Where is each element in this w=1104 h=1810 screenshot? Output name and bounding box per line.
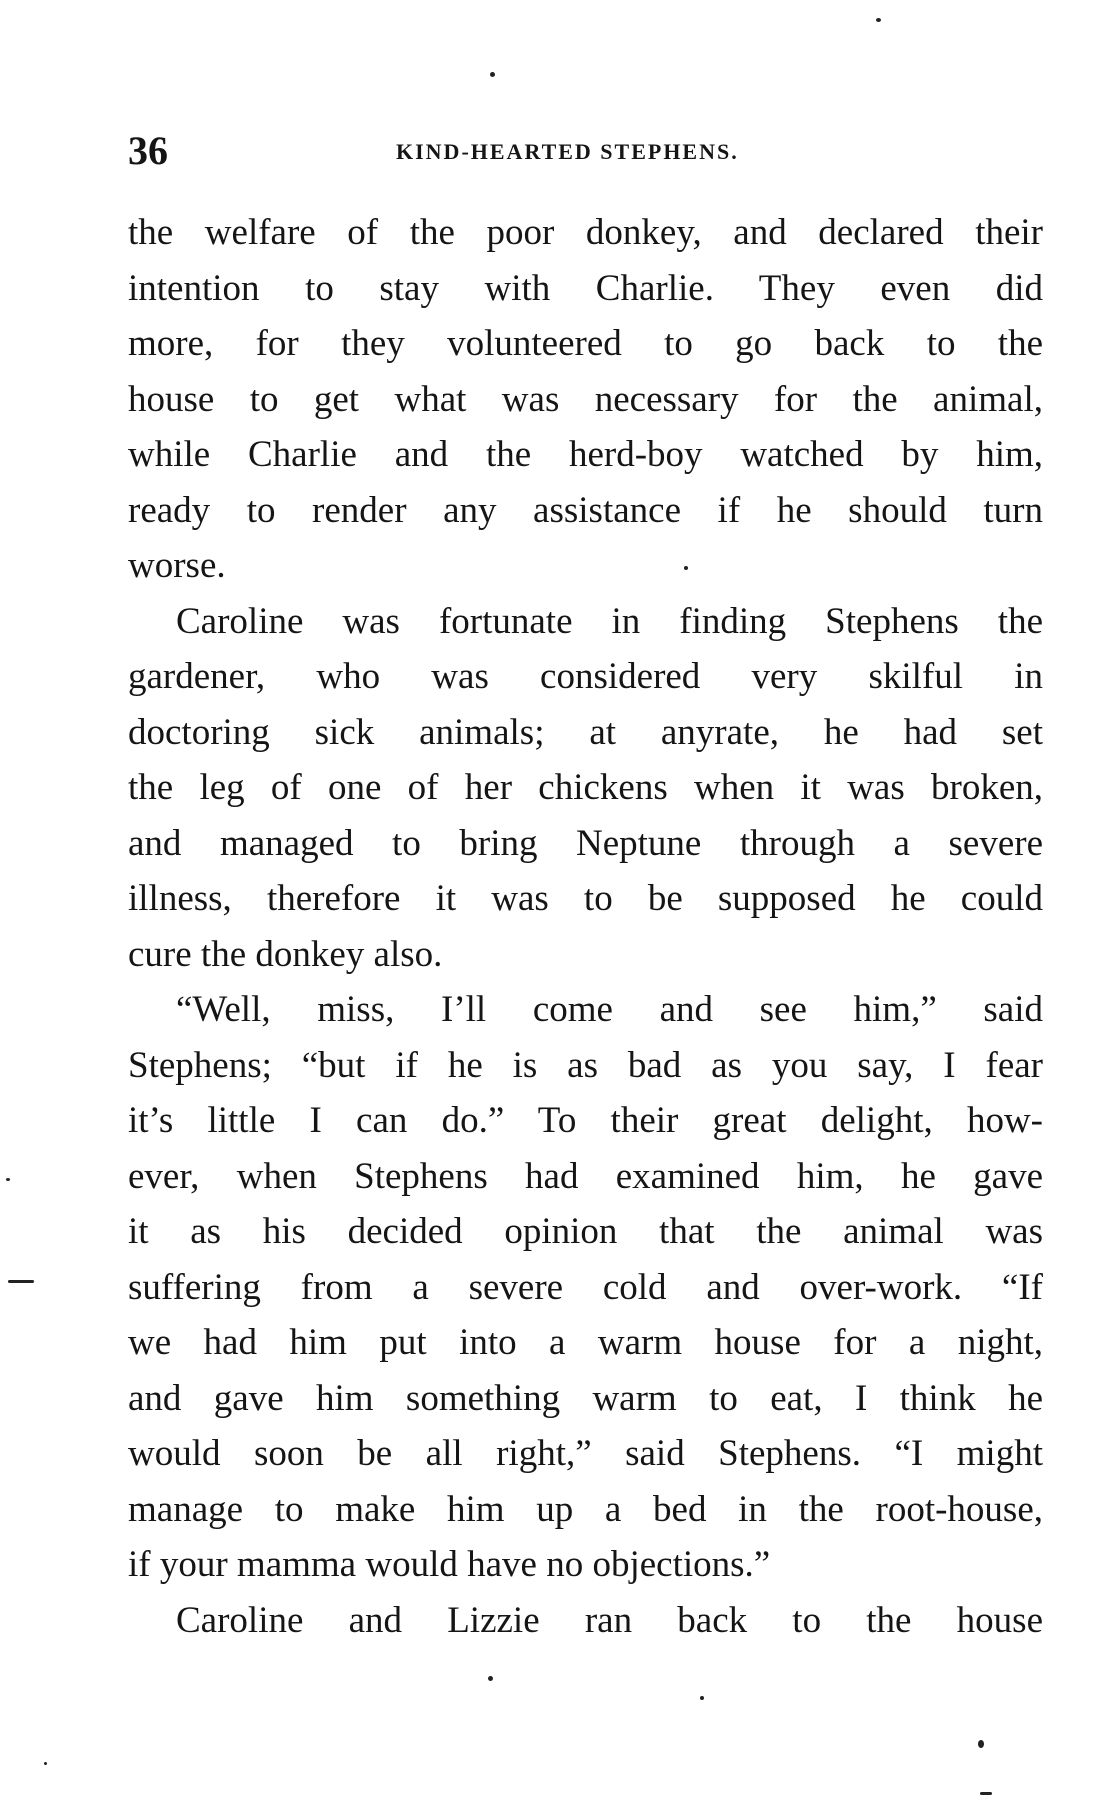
text-line: worse. [128,545,226,586]
text-line: illness, therefore it was to be supposed he could [128,878,1043,919]
text-line: ever, when Stephens had examined him, he gave [128,1155,1043,1197]
text-line: Stephens; “but if he is as bad as you say, I fear [128,1044,1043,1086]
text-line: while Charlie and the herd-boy watched by him, [128,434,1043,475]
scan-speck [8,1280,34,1283]
text-line: house to get what was necessary for the animal, [128,378,1043,420]
body-text [128,205,1043,1648]
scan-speck [488,1676,493,1681]
page-header [128,126,1043,176]
paragraph-start-line: Caroline and Lizzie ran back to the house [176,1599,1043,1641]
scan-speck [6,1178,10,1181]
scan-speck [876,18,881,22]
scan-speck [44,1762,47,1765]
text-line: gardener, who was considered very skilful in [128,656,1043,697]
text-line: and managed to bring Neptune through a severe [128,822,1043,864]
running-title: KIND-HEARTED STEPHENS. [396,139,739,164]
text-line: more, for they volunteered to go back to the [128,323,1043,364]
scan-speck [700,1696,704,1700]
text-line: the leg of one of her chickens when it was broken, [128,767,1043,808]
text-line: manage to make him up a bed in the root-house, [128,1488,1043,1530]
paragraph-start-line: “Well, miss, I’ll come and see him,” said [176,989,1043,1030]
paragraph-start-line: Caroline was fortunate in finding Stephens the [176,600,1043,642]
text-line: doctoring sick animals; at anyrate, he had set [128,711,1043,753]
scan-speck [684,566,688,570]
text-line: and gave him something warm to eat, I think he [128,1377,1043,1419]
scan-speck [980,1792,992,1795]
text-line: the welfare of the poor donkey, and declared their [128,212,1043,253]
text-line: we had him put into a warm house for a night, [128,1322,1043,1363]
text-line: intention to stay with Charlie. They even did [128,267,1043,309]
text-line: it as his decided opinion that the animal was [128,1211,1043,1252]
page-number: 36 [128,128,168,173]
text-line: cure the donkey also. [128,933,443,975]
scan-speck [490,72,495,77]
text-line: if your mamma would have no objections.” [128,1544,771,1585]
text-line: ready to render any assistance if he should turn [128,489,1043,531]
text-line: suffering from a severe cold and over-work. “If [128,1266,1043,1308]
scan-speck [978,1740,984,1748]
text-line: would soon be all right,” said Stephens. “I might [128,1433,1043,1474]
text-line: it’s little I can do.” To their great delight, how- [128,1100,1043,1141]
